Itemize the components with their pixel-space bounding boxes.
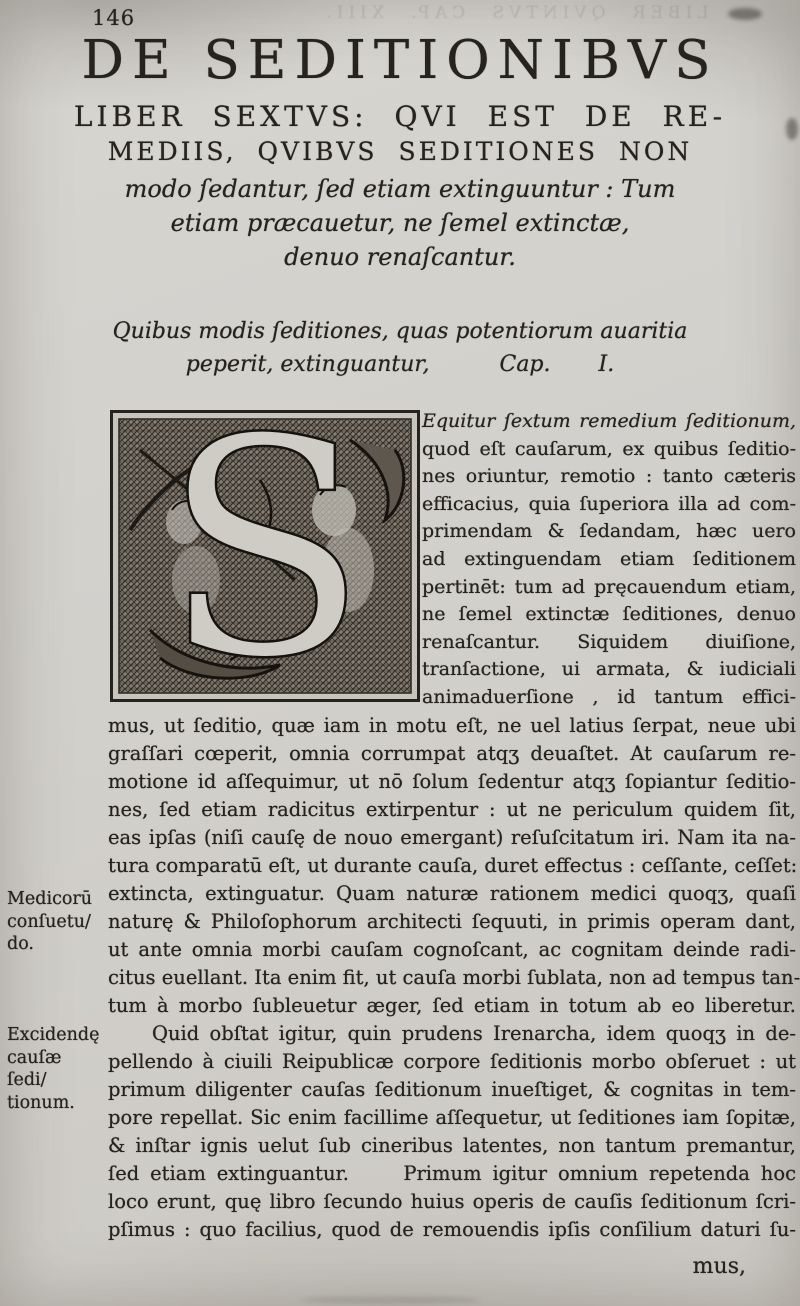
text-line: pertinēt: tum ad pręcauendum etiam, (422, 575, 796, 598)
text-line: & inſtar ignis uelut ſub cineribus latentes, non tantum premantur, (108, 1134, 796, 1157)
text-line: ad extinguendam etiam ſeditionem (422, 547, 796, 570)
margin-note-medicorum (7, 888, 103, 956)
text-line: eas ipſas (niſi cauſę de nouo emergant) reſuſcitatum iri. Nam ita na- (108, 826, 796, 849)
intro-italic-block (0, 172, 800, 274)
text-line: mus, ut ſeditio, quæ iam in motu eſt, ne uel latius ſerpat, neue ubi (108, 714, 796, 737)
chapter-heading-line-1: Quibus modis ſeditiones, quas potentiorum auaritia (112, 319, 688, 344)
page-title: DE SEDITIONIBVS (81, 30, 719, 91)
intro-line: denuo renaſcantur. (284, 243, 516, 271)
text-line: efficacius, quia ſuperiora illa ad com- (422, 492, 796, 515)
subtitle-line-2: MEDIIS, QVIBVS SEDITIONES NON (107, 137, 693, 166)
text-line: ut ante omnia morbi cauſam cognoſcant, ac cognitam deinde radi- (108, 938, 796, 961)
full-width-text-block (108, 712, 800, 1244)
catchword: mus, (692, 1254, 746, 1279)
text-line: citus euellant. Ita enim fit, ut cauſa morbi ſublata, non ad tempus tan- (108, 966, 800, 989)
margin-note-line: Excidendę (7, 1025, 100, 1045)
page-number: 146 (92, 6, 136, 30)
woodcut-initial-S (110, 410, 420, 706)
text-line: naturę & Philoſophorum architecti ſequuti, in primis operam dant, (108, 910, 796, 933)
text-line: pellendo à ciuili Reipublicæ corpore ſeditionis morbo obſeruet : ut (108, 1050, 796, 1073)
margin-note-excidendae (7, 1024, 103, 1114)
text-line: primum diligenter cauſas ſeditionum inueſtiget, & cognitas in tem- (108, 1078, 796, 1101)
text-line: extincta, extinguatur. Quam naturæ rationem medici quoqʒ, quaſi (108, 882, 796, 905)
text-line: pſimus : quo facilius, quod de remouendis ipſis conſilium daturi ſu- (108, 1218, 796, 1241)
text-line: primendam & ſedandam, hæc uero (422, 520, 796, 543)
text-line: loco erunt, quę libro ſecundo huius operis de cauſis ſeditionum ſcri- (108, 1190, 796, 1213)
margin-note-line: cauſæ ſedi/ (7, 1047, 62, 1090)
text-line: graſſari cœperit, omnia corrumpat atqʒ deuaſtet. At cauſarum re- (108, 742, 796, 765)
intro-line: etiam præcauetur, ne ſemel extinctæ, (170, 209, 630, 237)
subtitle-line-1: LIBER SEXTVS: QVI EST DE RE- (73, 100, 727, 133)
text-column-beside-initial (422, 408, 796, 712)
text-line: Quid obſtat igitur, quin prudens Irenarcha, idem quoqʒ in de- (152, 1022, 796, 1045)
text-line: tranſactione, ui armata, & iudiciali (422, 658, 796, 681)
chapter-heading-line-2 (0, 348, 800, 381)
margin-note-line: do. (7, 934, 34, 954)
margin-note-line: tionum. (7, 1092, 75, 1113)
text-line: motione id aſſequimur, ut nō ſolum ſedentur atqʒ ſopiantur ſeditio- (108, 770, 796, 793)
text-line: nes, ſed etiam radicitus extirpentur : ut ne periculum quidem ſit, (108, 798, 796, 821)
text-line: pore repellat. Sic enim facillime aſſequetur, ut ſeditiones iam ſopitæ, (108, 1106, 796, 1129)
chapter-number: I. (598, 352, 615, 377)
margin-note-line: conſuetu/ (7, 911, 91, 932)
svg-text:S: S (162, 410, 368, 702)
text-line: animaduerſione , id tantum effici- (422, 685, 796, 708)
text-line: Equitur ſextum remedium ſeditionum, (422, 410, 796, 432)
margin-note-line: Medicorū (7, 889, 93, 909)
text-line: quod eſt cauſarum, ex quibus ſeditio- (422, 437, 796, 460)
intro-line: modo ſedantur, ſed etiam extinguuntur : Tum (124, 175, 676, 203)
chapter-heading (0, 315, 800, 381)
text-line: ne ſemel extinctæ ſeditiones, denuo (422, 603, 796, 626)
chapter-heading-text: peperit, extinguantur, (185, 352, 430, 377)
ink-smudge (300, 1296, 480, 1304)
text-line: nes oriuntur, remotio : tanto cæteris (422, 465, 796, 488)
text-line: tura comparatū eſt, ut durante cauſa, duret effectus : ceſſante, ceſſet: (108, 854, 798, 877)
text-line: ſed etiam extinguantur. Primum igitur omnium repetenda hoc (108, 1162, 796, 1185)
verso-showthrough-text: LIBER QVINTVS CAP. XIII. (321, 3, 709, 23)
text-line: renaſcantur. Siquidem diuiſione, (422, 630, 796, 653)
text-line: tum à morbo ſubleuetur æger, ſed etiam in totum ab eo liberetur. (108, 994, 796, 1017)
chapter-cap-label: Cap. (499, 352, 551, 377)
